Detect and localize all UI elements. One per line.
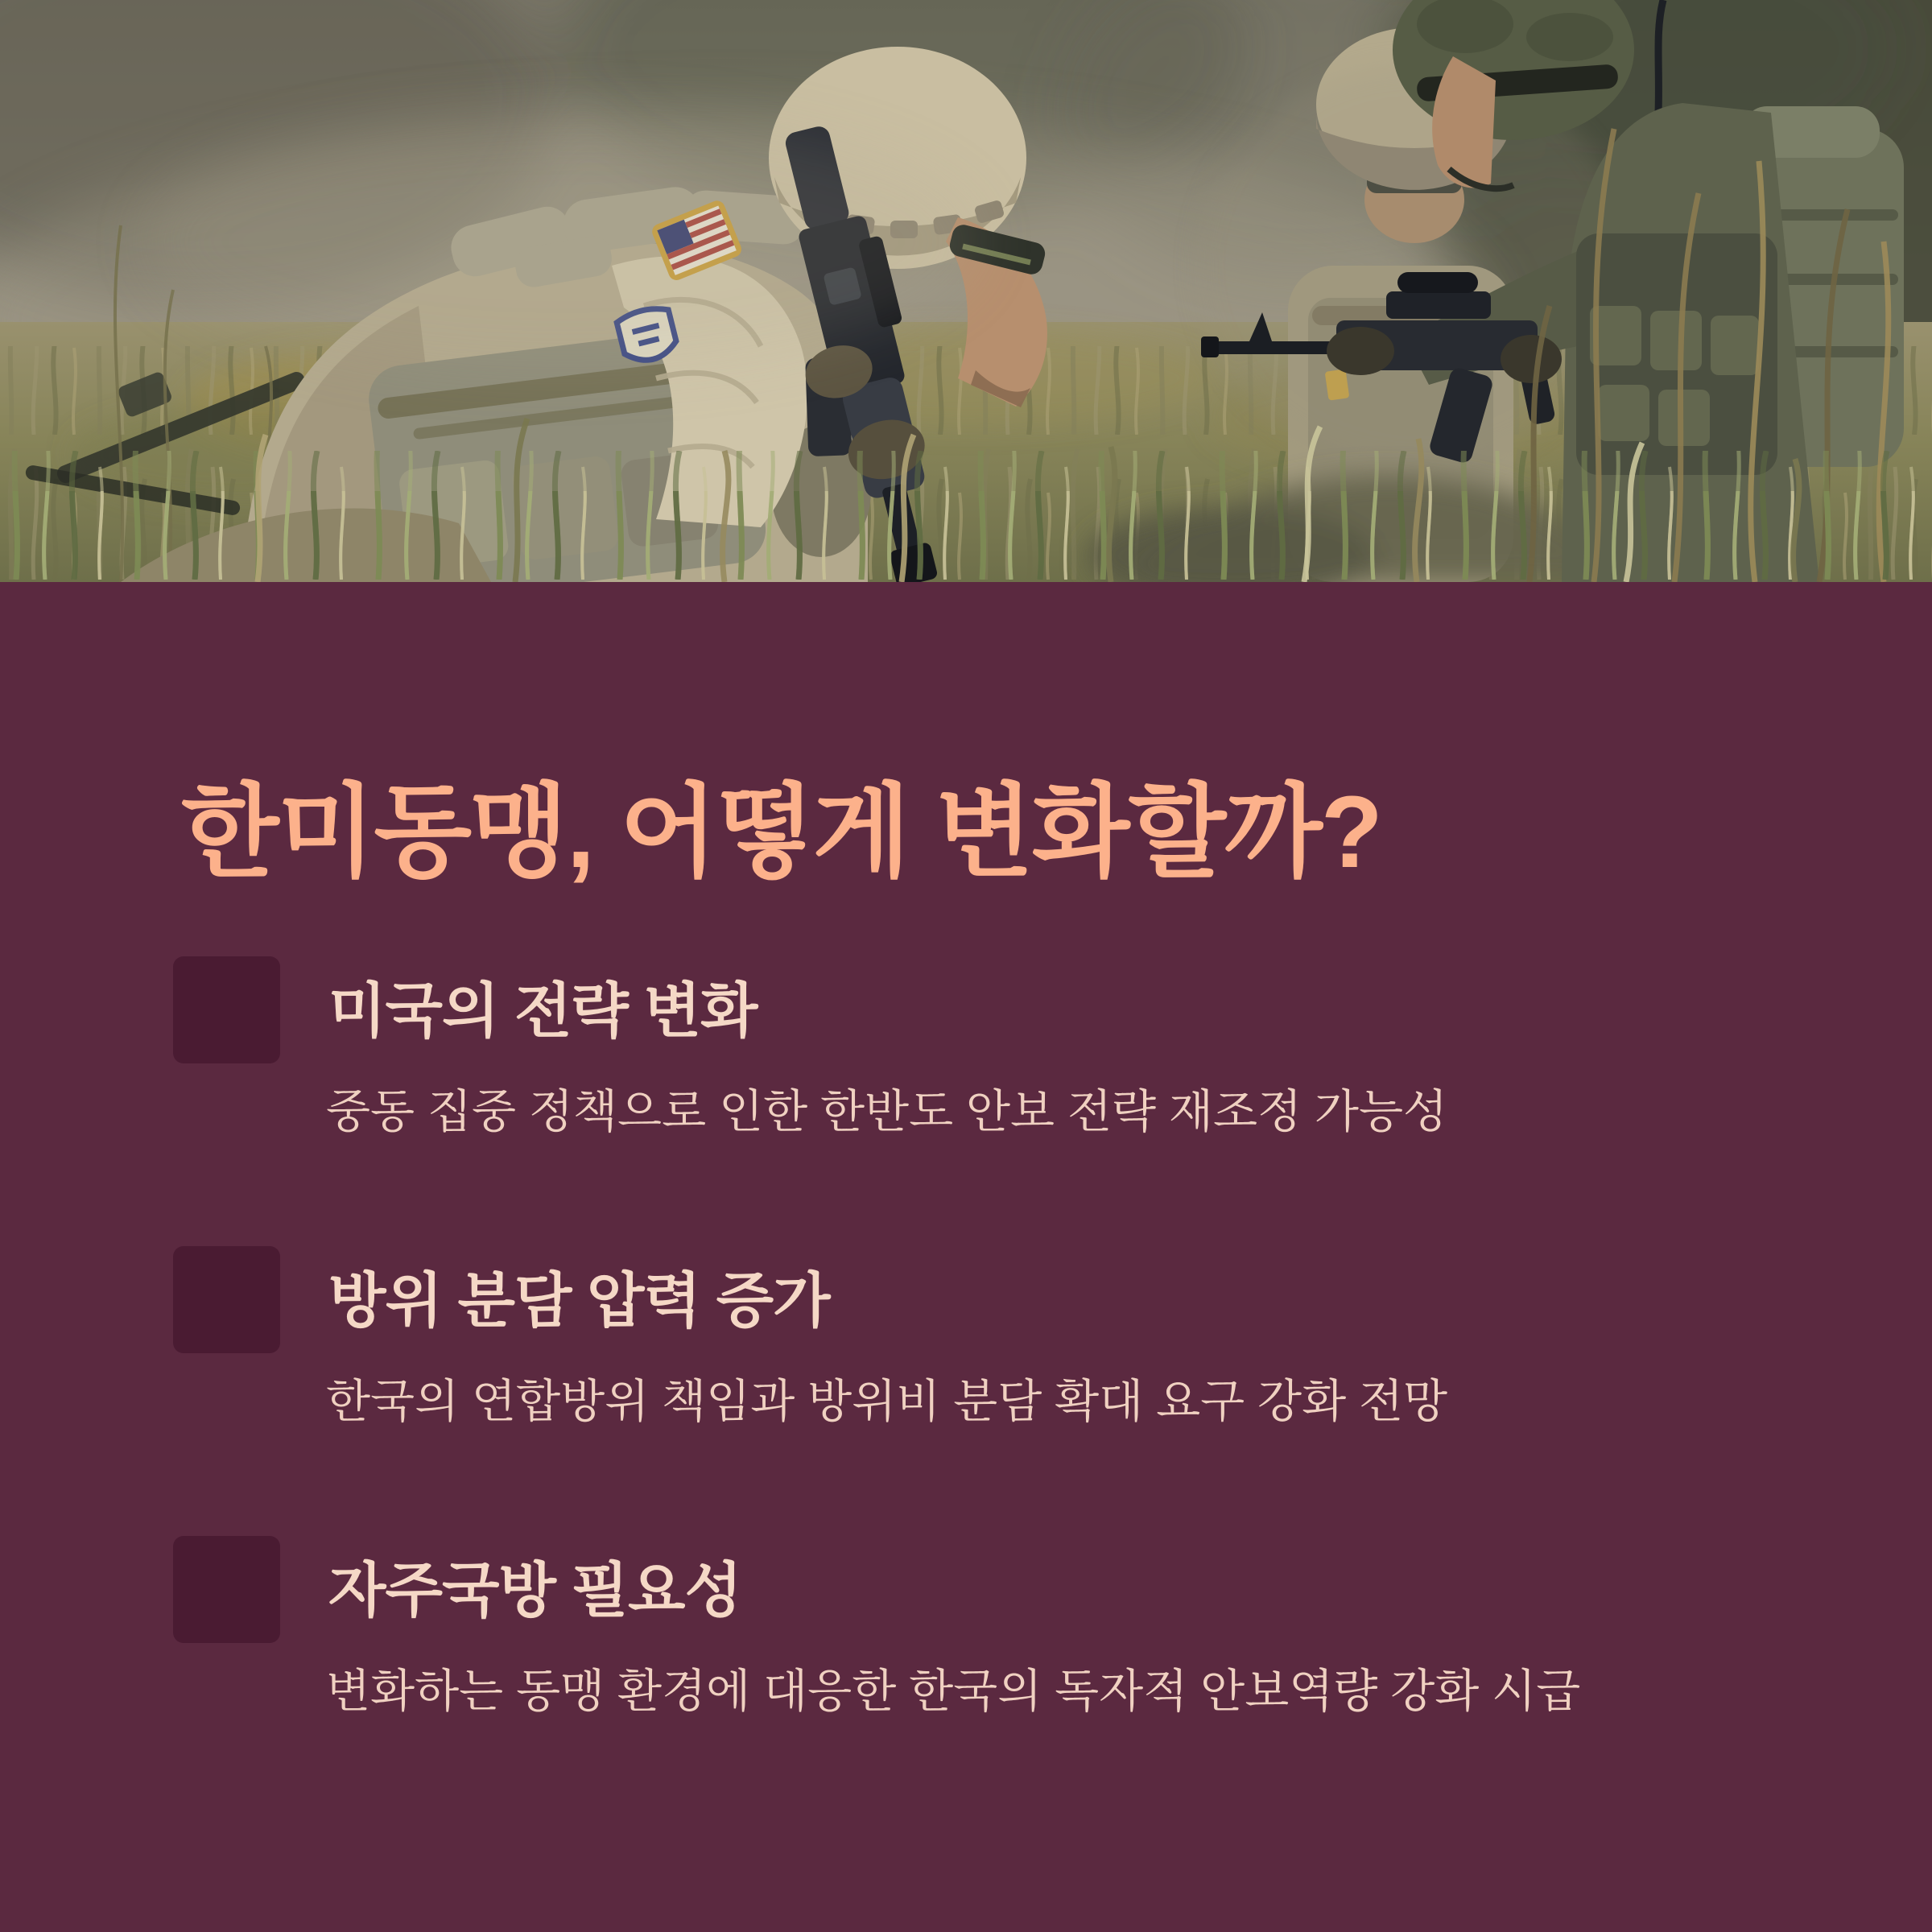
hero-photo — [0, 0, 1932, 582]
item-body: 변화하는 동맹 환경에 대응한 한국의 독자적 안보역량 강화 시급 — [326, 1666, 1581, 1717]
foreground-grass — [0, 491, 1932, 582]
light-dust — [145, 113, 982, 370]
list-item — [173, 956, 1864, 1154]
soldiers-field-photo — [0, 0, 1932, 582]
bullet-square-icon — [173, 956, 280, 1063]
item-heading: 방위 분담 압력 증가 — [328, 1266, 830, 1334]
bullet-square-icon — [173, 1246, 280, 1353]
item-heading: 자주국방 필요성 — [328, 1556, 741, 1624]
bullet-square-icon — [173, 1536, 280, 1643]
list-item — [173, 1536, 1864, 1733]
item-body: 한국의 연합방위 책임과 방위비 분담 확대 요구 강화 전망 — [326, 1376, 1448, 1427]
list-item — [173, 1246, 1864, 1443]
item-heading: 미국의 전략 변화 — [328, 976, 758, 1044]
page-title: 한미동맹, 어떻게 변화할까? — [181, 775, 1381, 889]
item-body: 중동 집중 정책으로 인한 한반도 안보 전략 재조정 가능성 — [326, 1086, 1448, 1137]
